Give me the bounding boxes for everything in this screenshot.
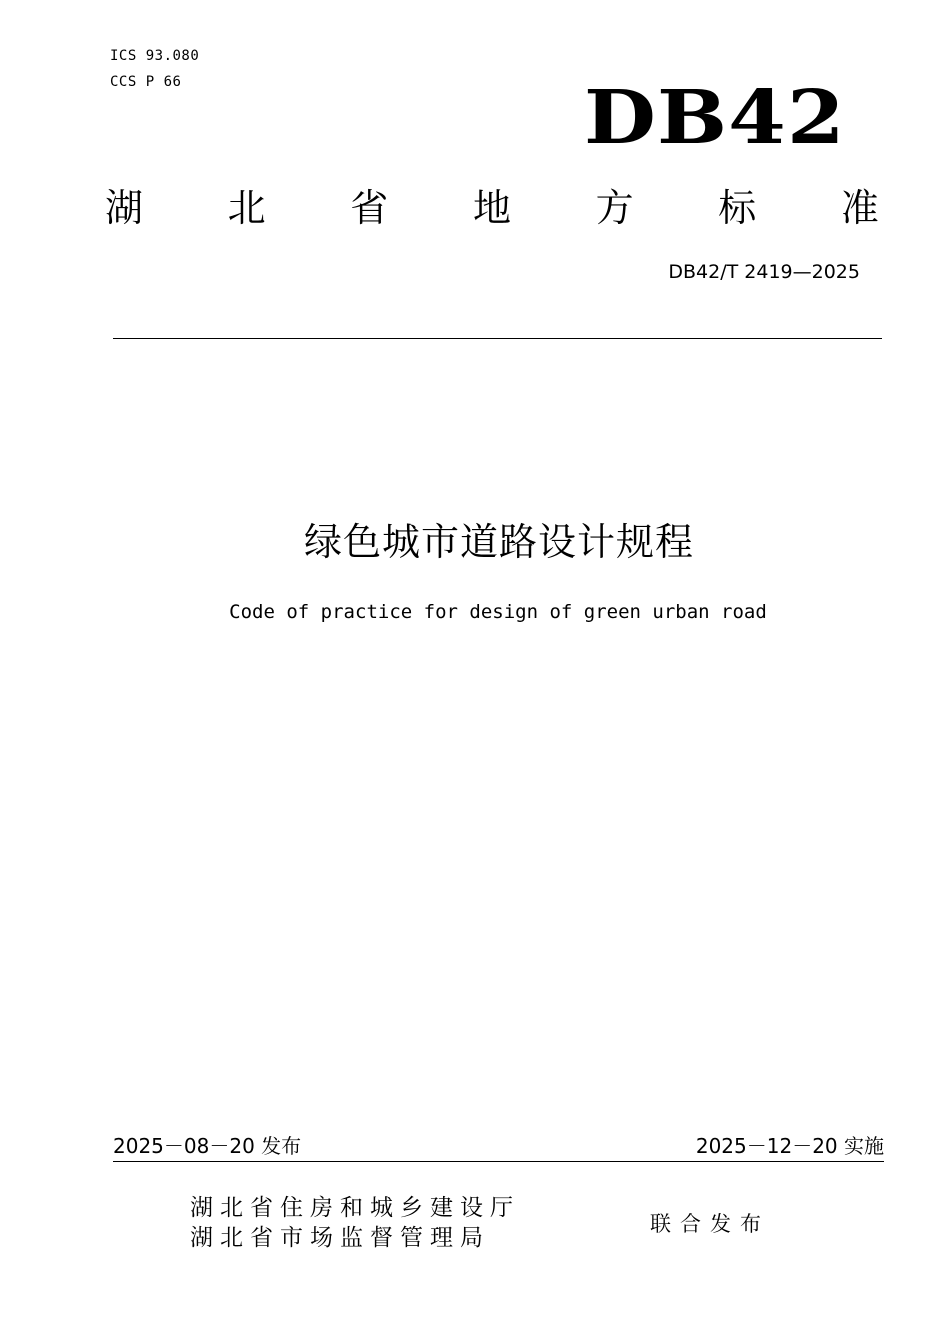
issuing-authorities bbox=[190, 1193, 520, 1253]
category-char: 省 bbox=[350, 186, 389, 230]
category-char: 地 bbox=[472, 186, 511, 230]
category-char: 准 bbox=[840, 186, 879, 230]
publish-date: 2025－08－20 发布 bbox=[113, 1134, 302, 1158]
issuer-market-regulation: 湖北省市场监督管理局 bbox=[190, 1225, 490, 1251]
category-char: 湖 bbox=[104, 186, 143, 230]
issuer-housing-dept: 湖北省住房和城乡建设厅 bbox=[190, 1195, 520, 1221]
bottom-divider bbox=[113, 1161, 884, 1162]
top-divider bbox=[113, 338, 882, 339]
document-title-zh: 绿色城市道路设计规程 bbox=[303, 520, 694, 564]
standard-logo: DB42 bbox=[584, 75, 846, 161]
implement-date: 2025－12－20 实施 bbox=[695, 1134, 884, 1158]
category-char: 标 bbox=[718, 186, 757, 230]
category-char: 北 bbox=[227, 186, 266, 230]
ics-code: ICS 93.080 bbox=[110, 48, 200, 64]
category-char: 方 bbox=[595, 186, 634, 230]
joint-issue-label: 联合发布 bbox=[650, 1212, 770, 1236]
standard-number: DB42/T 2419—2025 bbox=[668, 261, 860, 283]
ccs-code: CCS P 66 bbox=[110, 74, 182, 90]
standard-category bbox=[102, 182, 882, 234]
document-title-en: Code of practice for design of green urban road bbox=[229, 601, 767, 623]
